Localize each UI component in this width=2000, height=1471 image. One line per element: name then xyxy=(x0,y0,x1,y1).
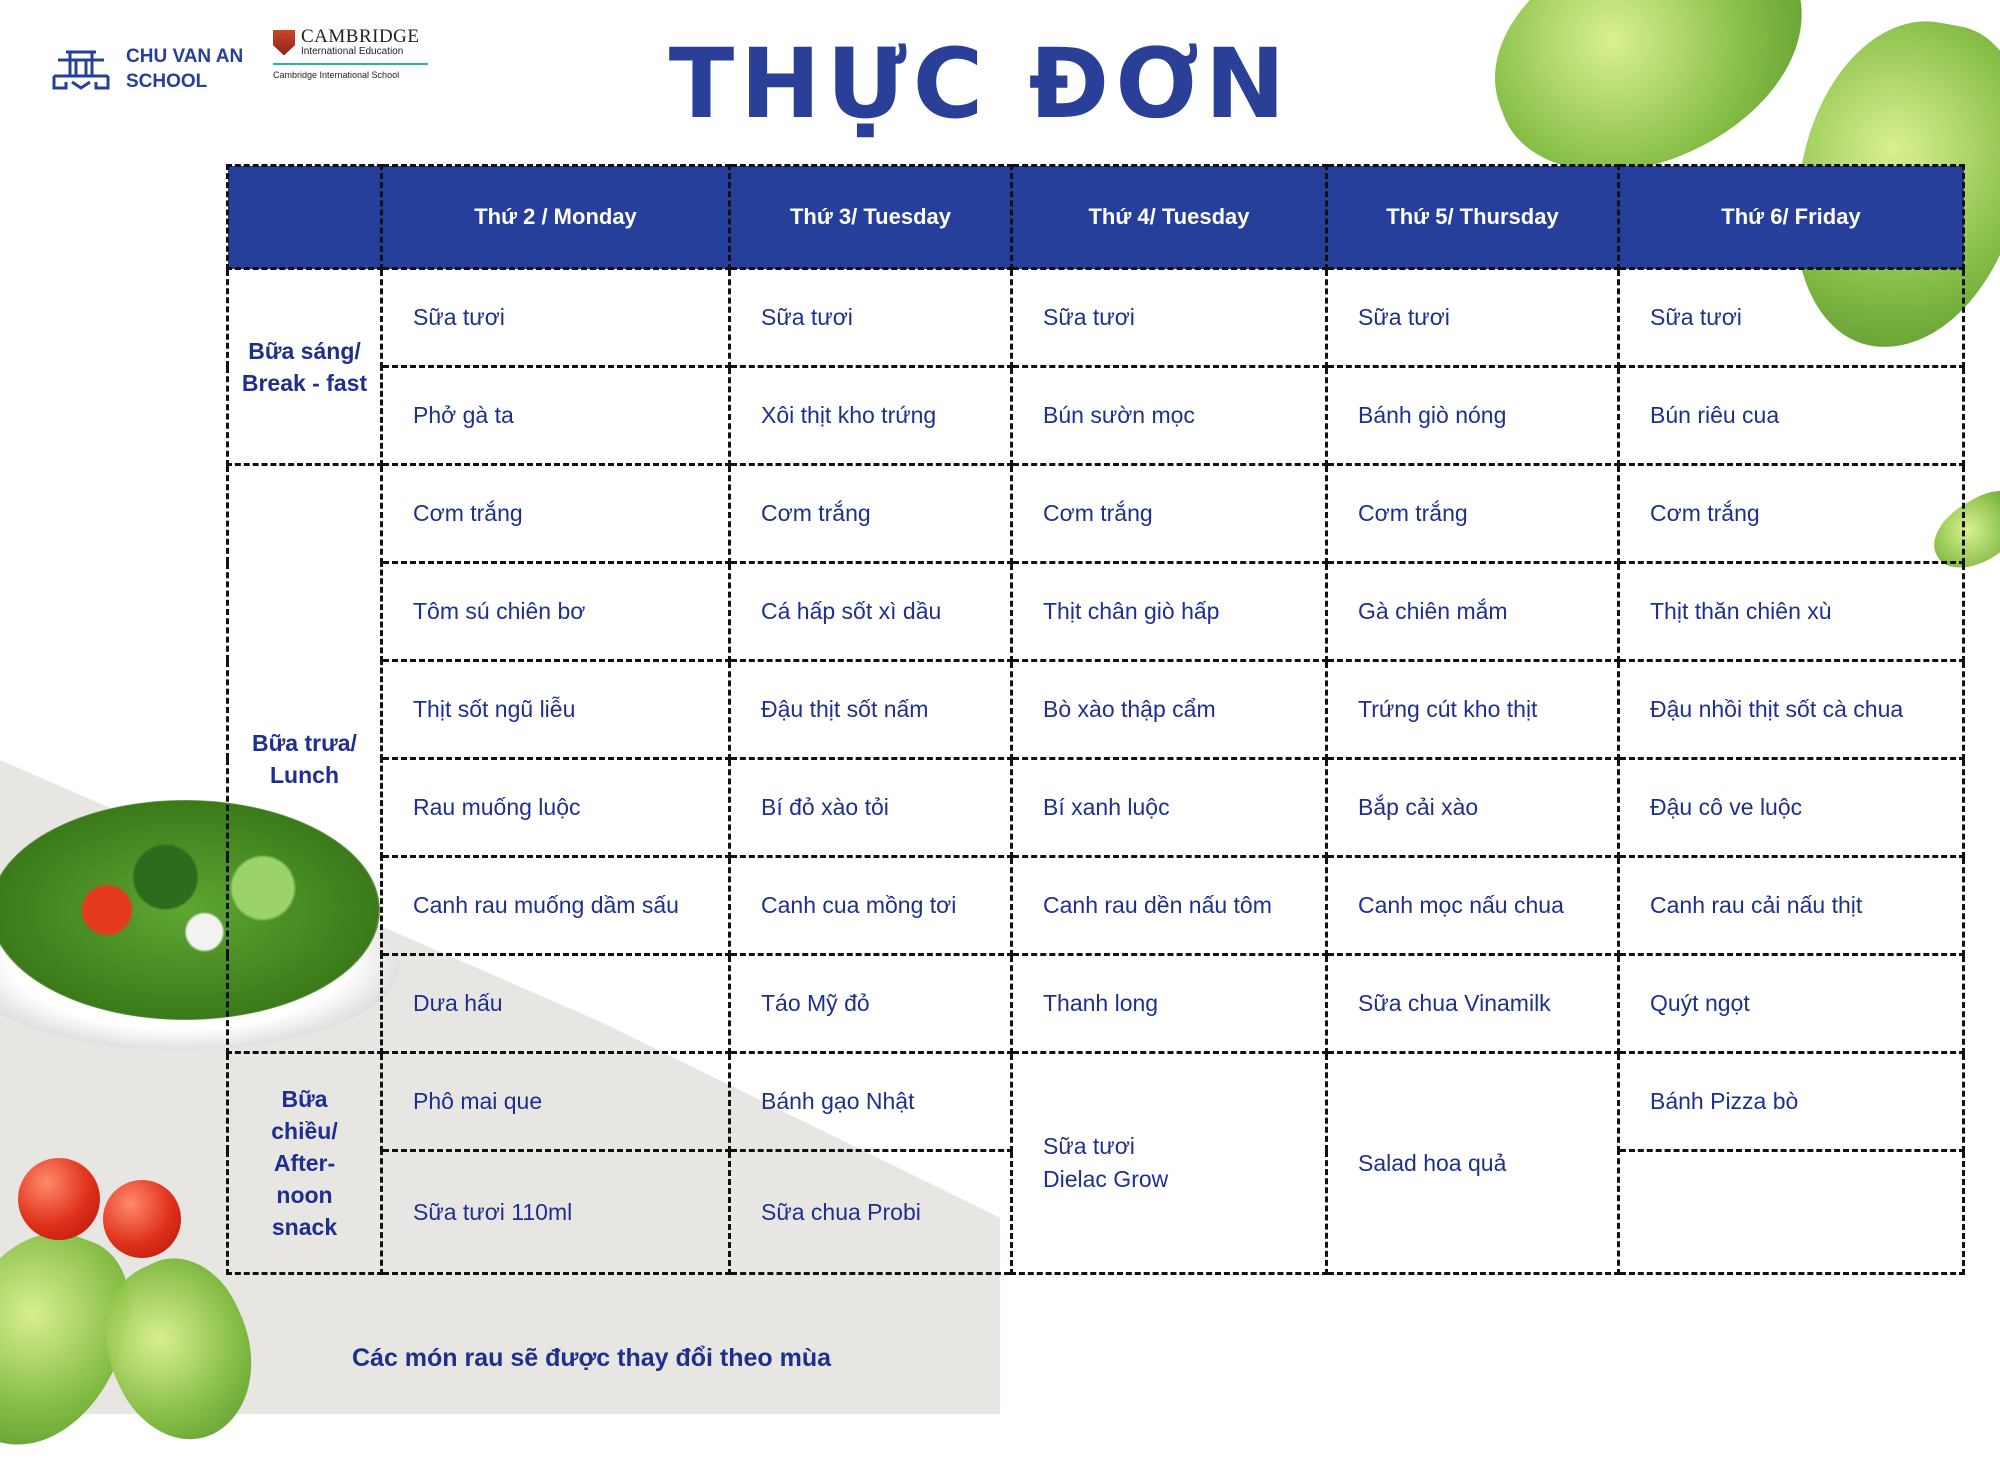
table-row xyxy=(228,1053,1964,1151)
table-row xyxy=(228,955,1964,1053)
school-name-line1: CHU VAN AN xyxy=(126,46,244,67)
table-cell: Thịt thăn chiên xù xyxy=(1619,563,1964,661)
table-row xyxy=(228,367,1964,465)
table-cell: Cơm trắng xyxy=(1619,465,1964,563)
header-friday: Thứ 6/ Friday xyxy=(1619,166,1964,269)
table-cell: Sữa tươi xyxy=(1327,269,1619,367)
cherry-tomato-2 xyxy=(103,1180,181,1258)
table-cell: Tôm sú chiên bơ xyxy=(382,563,730,661)
snack-wed-line2: Dielac Grow xyxy=(1043,1166,1169,1192)
table-cell: Canh rau dền nấu tôm xyxy=(1012,857,1327,955)
meal-breakfast: Bữa sáng/ Break - fast xyxy=(228,269,382,465)
footer-note: Các món rau sẽ được thay đổi theo mùa xyxy=(352,1344,832,1372)
table-cell: Bún riêu cua xyxy=(1619,367,1964,465)
table-cell: Đậu cô ve luộc xyxy=(1619,759,1964,857)
header-monday: Thứ 2 / Monday xyxy=(382,166,730,269)
table-cell: Canh rau muống dầm sấu xyxy=(382,857,730,955)
table-row xyxy=(228,759,1964,857)
table-cell: Bắp cải xào xyxy=(1327,759,1619,857)
table-cell: Phô mai que xyxy=(382,1053,730,1151)
table-cell: Bánh gạo Nhật xyxy=(730,1053,1012,1151)
table-cell: Xôi thịt kho trứng xyxy=(730,367,1012,465)
cherry-tomato-1 xyxy=(18,1158,100,1240)
table-cell: Canh mọc nấu chua xyxy=(1327,857,1619,955)
table-cell: Sữa tươi xyxy=(382,269,730,367)
snack-wed-line1: Sữa tươi xyxy=(1043,1133,1135,1159)
table-cell: Thanh long xyxy=(1012,955,1327,1053)
table-row xyxy=(228,269,1964,367)
header-row xyxy=(228,166,1964,269)
table-cell: Bò xào thập cẩm xyxy=(1012,661,1327,759)
table-cell: Bí xanh luộc xyxy=(1012,759,1327,857)
table-row xyxy=(228,857,1964,955)
table-cell-merged xyxy=(1012,1053,1327,1274)
table-row xyxy=(228,661,1964,759)
table-cell: Thịt chân giò hấp xyxy=(1012,563,1327,661)
cambridge-sub: International Education xyxy=(301,46,404,57)
table-cell: Sữa tươi xyxy=(1012,269,1327,367)
cambridge-name: CAMBRIDGE xyxy=(301,26,420,47)
table-cell: Đậu thịt sốt nấm xyxy=(730,661,1012,759)
table-cell: Sữa chua Probi xyxy=(730,1151,1012,1274)
table-cell: Sữa tươi xyxy=(730,269,1012,367)
page-title: THỰC ĐƠN xyxy=(668,28,1292,140)
table-cell: Dưa hấu xyxy=(382,955,730,1053)
header-corner xyxy=(228,166,382,269)
table-row xyxy=(228,465,1964,563)
table-cell-merged: Salad hoa quả xyxy=(1327,1053,1619,1274)
table-cell xyxy=(1619,1151,1964,1274)
table-cell: Gà chiên mắm xyxy=(1327,563,1619,661)
table-cell: Sữa tươi 110ml xyxy=(382,1151,730,1274)
table-row xyxy=(228,563,1964,661)
table-cell: Bánh giò nóng xyxy=(1327,367,1619,465)
table-cell: Cá hấp sốt xì dầu xyxy=(730,563,1012,661)
table-cell: Táo Mỹ đỏ xyxy=(730,955,1012,1053)
header-thursday: Thứ 5/ Thursday xyxy=(1327,166,1619,269)
header-wednesday: Thứ 4/ Tuesday xyxy=(1012,166,1327,269)
table-cell: Cơm trắng xyxy=(730,465,1012,563)
table-cell: Cơm trắng xyxy=(382,465,730,563)
table-cell: Phở gà ta xyxy=(382,367,730,465)
table-cell: Đậu nhồi thịt sốt cà chua xyxy=(1619,661,1964,759)
table-cell: Rau muống luộc xyxy=(382,759,730,857)
header-tuesday: Thứ 3/ Tuesday xyxy=(730,166,1012,269)
meal-snack: Bữa chiều/ After- noon snack xyxy=(228,1053,382,1274)
menu-table xyxy=(226,164,1965,1275)
table-cell: Cơm trắng xyxy=(1327,465,1619,563)
table-cell: Canh cua mồng tơi xyxy=(730,857,1012,955)
table-cell: Quýt ngọt xyxy=(1619,955,1964,1053)
table-cell: Bánh Pizza bò xyxy=(1619,1053,1964,1151)
table-cell: Canh rau cải nấu thịt xyxy=(1619,857,1964,955)
meal-lunch: Bữa trưa/ Lunch xyxy=(228,465,382,1053)
table-cell: Thịt sốt ngũ liễu xyxy=(382,661,730,759)
school-name-line2: SCHOOL xyxy=(126,71,208,92)
cambridge-school: Cambridge International School xyxy=(273,70,400,80)
table-cell: Bí đỏ xào tỏi xyxy=(730,759,1012,857)
table-cell: Sữa tươi xyxy=(1619,269,1964,367)
table-cell: Cơm trắng xyxy=(1012,465,1327,563)
table-cell: Sữa chua Vinamilk xyxy=(1327,955,1619,1053)
table-cell: Bún sườn mọc xyxy=(1012,367,1327,465)
table-cell: Trứng cút kho thịt xyxy=(1327,661,1619,759)
